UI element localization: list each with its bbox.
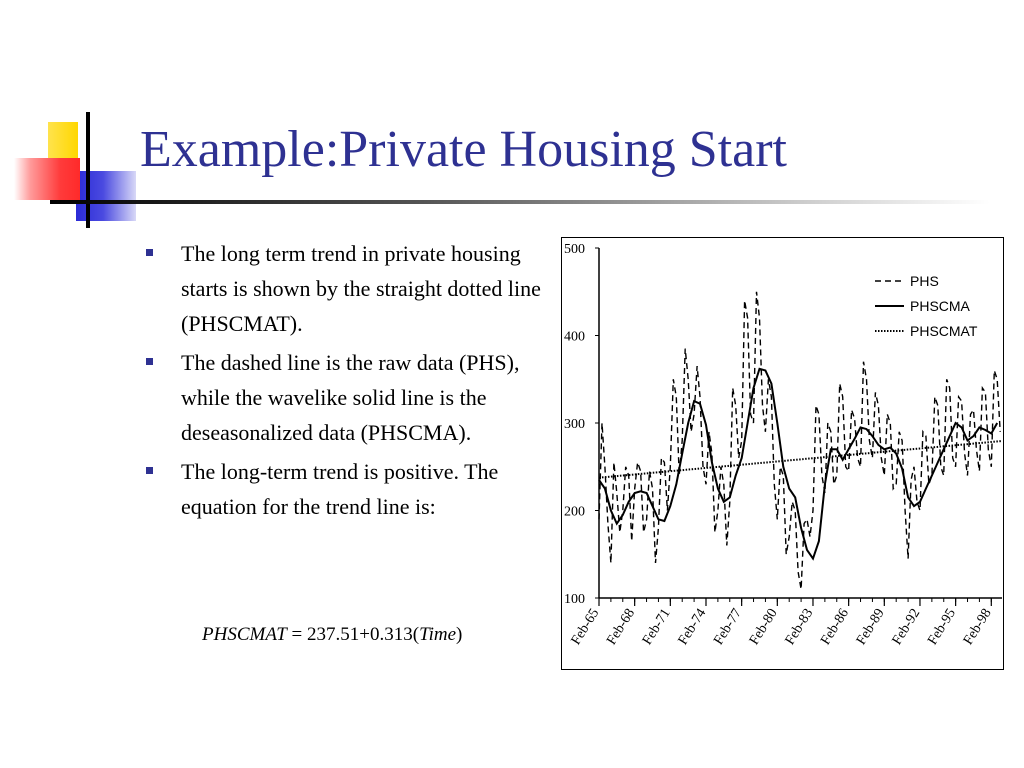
title-underline: [50, 200, 990, 204]
trend-equation: [202, 624, 462, 646]
bullet-text: The dashed line is the raw data (PHS), while the wavelike solid line is the deseasonalized data (PHSCMA).: [181, 350, 520, 445]
x-tick-label: Feb-77: [711, 606, 746, 648]
series-line-phscmat: [599, 441, 1002, 478]
bullet-item: [146, 345, 546, 450]
slide-title: Example:Private Housing Start: [140, 121, 788, 178]
square-bullet-icon: [146, 467, 153, 474]
square-bullet-icon: [146, 249, 153, 256]
x-tick-label: Feb-83: [782, 606, 817, 648]
x-tick-label: Feb-95: [925, 606, 960, 648]
legend-label-phscmat: PHSCMAT: [910, 323, 978, 339]
y-tick-label: 500: [564, 242, 585, 257]
equation-intercept: 237.51: [307, 624, 360, 645]
equation-open-paren: (: [412, 624, 420, 645]
x-tick-label: Feb-71: [639, 606, 674, 648]
bullet-item: [146, 454, 546, 524]
x-tick-label: Feb-86: [818, 606, 853, 648]
chart-frame: [561, 237, 1004, 670]
equation-equals: =: [291, 624, 303, 645]
x-tick-label: Feb-68: [604, 606, 639, 648]
x-tick-label: Feb-98: [960, 606, 995, 648]
legend-label-phscma: PHSCMA: [910, 298, 970, 314]
y-tick-label: 400: [564, 329, 585, 345]
bullet-list: [146, 236, 546, 528]
deco-red-square: [14, 158, 80, 200]
y-tick-label: 200: [564, 504, 585, 520]
y-tick-label: 100: [564, 592, 585, 607]
bullet-text: The long term trend in private housing starts is shown by the straight dotted line (PHSCMAT).: [181, 241, 541, 336]
x-tick-label: Feb-74: [675, 606, 710, 648]
x-tick-label: Feb-80: [746, 606, 781, 648]
equation-lhs: PHSCMAT: [202, 624, 287, 645]
bullet-item: [146, 236, 546, 341]
deco-blue-square: [76, 171, 136, 221]
equation-close-paren: ): [456, 624, 463, 645]
housing-starts-chart: [562, 238, 1003, 669]
legend-label-phs: PHS: [910, 273, 939, 289]
square-bullet-icon: [146, 358, 153, 365]
x-tick-label: Feb-65: [568, 606, 603, 648]
bullet-text: The long-term trend is positive. The equation for the trend line is:: [181, 459, 499, 519]
y-tick-label: 300: [564, 417, 585, 432]
x-tick-label: Feb-89: [853, 606, 888, 648]
equation-plus: +: [359, 624, 370, 645]
equation-slope: 0.313: [369, 624, 413, 645]
x-tick-label: Feb-92: [889, 606, 924, 648]
deco-vertical-rule: [86, 112, 90, 228]
equation-variable: Time: [419, 624, 457, 645]
